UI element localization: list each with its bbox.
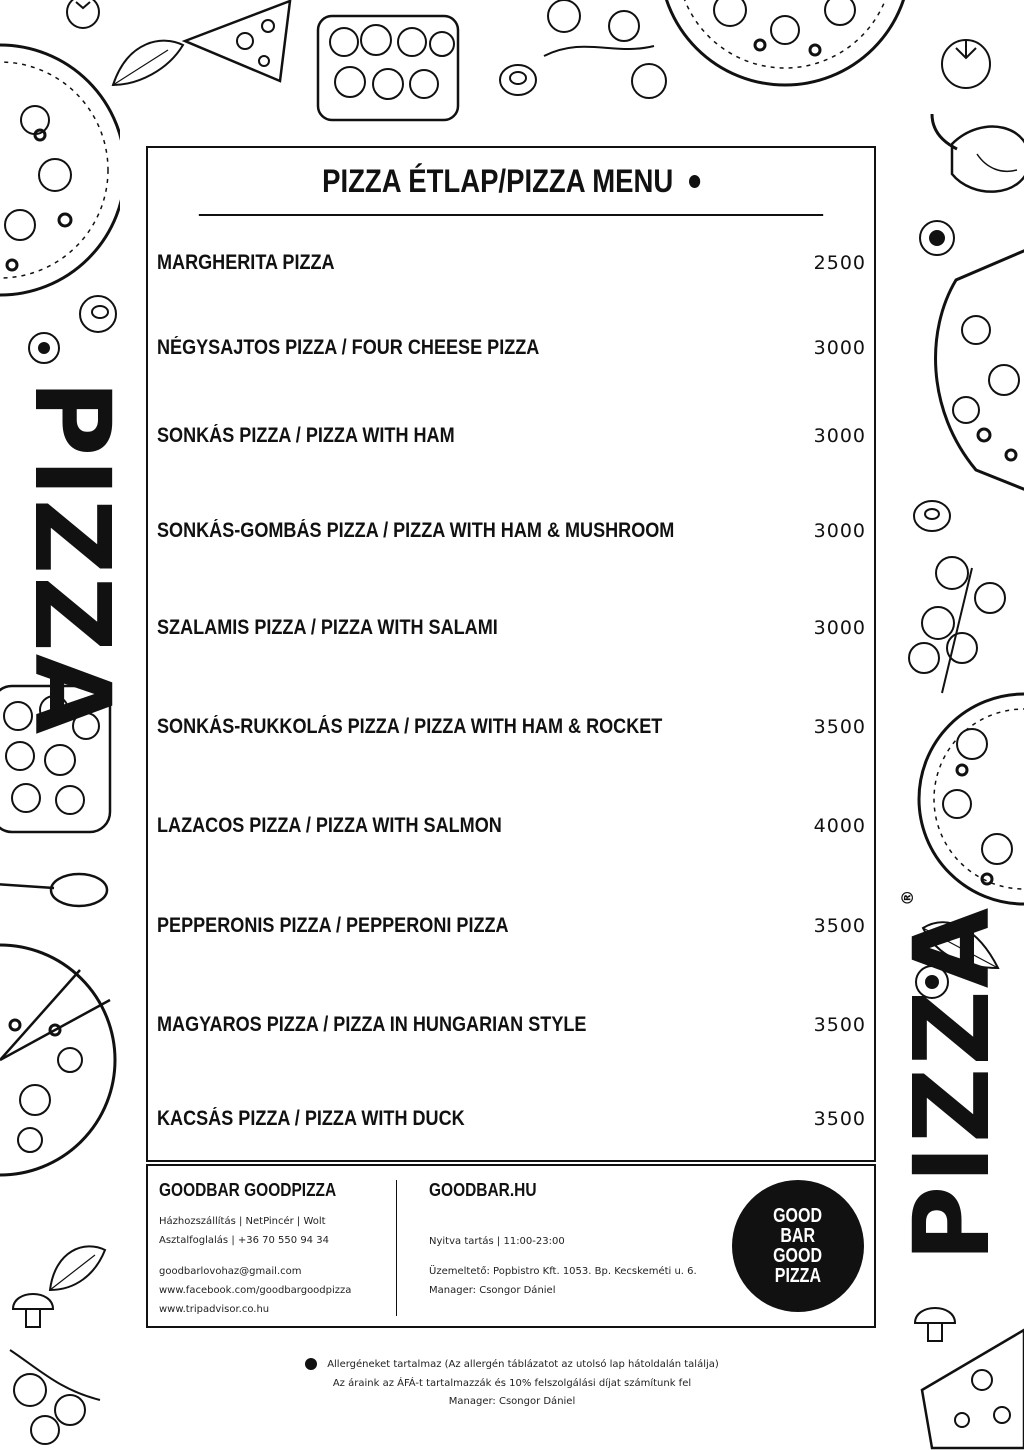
menu-item bbox=[157, 421, 866, 451]
website-title[interactable]: GOODBAR.HU bbox=[429, 1180, 537, 1200]
manager-info: Manager: Csongor Dániel bbox=[429, 1285, 556, 1296]
wooden-spoon-illustration bbox=[0, 866, 114, 916]
pizza-slice-illustration-right bbox=[916, 240, 1024, 500]
manager-note: Manager: Csongor Dániel bbox=[448, 1396, 576, 1407]
menu-item-name: PEPPERONIS PIZZA / PEPPERONI PIZZA bbox=[157, 914, 509, 937]
logo-line: BAR bbox=[780, 1225, 816, 1247]
menu-item-price: 3500 bbox=[813, 915, 866, 937]
side-title-right-text: PIZZA bbox=[891, 905, 1013, 1262]
menu-item-name: MARGHERITA PIZZA bbox=[157, 251, 335, 274]
menu-item bbox=[157, 811, 866, 841]
menu-item-name: MAGYAROS PIZZA / PIZZA IN HUNGARIAN STYLE bbox=[157, 1013, 587, 1036]
basil-leaf-illustration-top bbox=[108, 30, 188, 90]
menu-item bbox=[157, 911, 866, 941]
menu-item-price: 2500 bbox=[813, 252, 866, 274]
allergen-note-text: Allergéneket tartalmaz (Az allergén táblázatot az utolsó lap hátoldalán találja) bbox=[327, 1359, 719, 1370]
pizza-illustration-right bbox=[912, 684, 1024, 914]
menu-item-price: 3500 bbox=[813, 1108, 866, 1130]
menu-item-price: 3000 bbox=[813, 337, 866, 359]
pizza-illustration-top-center bbox=[650, 0, 920, 90]
pizza-illustration-bottom-left bbox=[0, 930, 120, 1190]
logo-line: GOOD bbox=[773, 1245, 823, 1267]
olive-illustration-left-small bbox=[26, 330, 62, 366]
menu-header bbox=[199, 148, 823, 216]
olive-illustration-right-mid bbox=[910, 496, 954, 536]
menu-item-name: SONKÁS-GOMBÁS PIZZA / PIZZA WITH HAM & MUSHROOM bbox=[157, 519, 675, 542]
menu-item bbox=[157, 333, 866, 363]
menu-item-name: SZALAMIS PIZZA / PIZZA WITH SALAMI bbox=[157, 616, 498, 639]
tripadvisor-link[interactable]: www.tripadvisor.co.hu bbox=[159, 1304, 270, 1315]
operator-info: Üzemeltető: Popbistro Kft. 1053. Bp. Kecskeméti u. 6. bbox=[429, 1266, 697, 1277]
price-note: Az áraink az ÁFÁ-t tartalmazzák és 10% felszolgálási díjat számítunk fel bbox=[332, 1378, 692, 1389]
menu-item-price: 4000 bbox=[813, 815, 866, 837]
menu-item bbox=[157, 1104, 866, 1134]
pepper-illustration bbox=[922, 104, 1024, 204]
allergen-dot-icon bbox=[305, 1358, 317, 1370]
opening-hours: Nyitva tartás | 11:00-23:00 bbox=[429, 1236, 565, 1247]
menu-item-name: SONKÁS PIZZA / PIZZA WITH HAM bbox=[157, 424, 455, 447]
menu-item bbox=[157, 1010, 866, 1040]
tomato-illustration-top-right bbox=[934, 28, 998, 92]
restaurant-name: GOODBAR GOODPIZZA bbox=[159, 1180, 337, 1200]
menu-item-price: 3000 bbox=[813, 617, 866, 639]
menu-item-price: 3000 bbox=[813, 520, 866, 542]
mushroom-bowl-illustration-top bbox=[314, 12, 462, 124]
side-title-left: PIZZA bbox=[11, 380, 133, 737]
menu-item bbox=[157, 248, 866, 278]
email-text: goodbarlovohaz@gmail.com bbox=[159, 1266, 302, 1277]
menu-item bbox=[157, 516, 866, 546]
olive-illustration-left bbox=[76, 292, 120, 336]
menu-item-price: 3000 bbox=[813, 425, 866, 447]
menu-item-price: 3500 bbox=[813, 1014, 866, 1036]
info-panel bbox=[146, 1164, 876, 1328]
menu-item-name: NÉGYSAJTOS PIZZA / FOUR CHEESE PIZZA bbox=[157, 336, 540, 359]
registered-mark: ® bbox=[898, 887, 917, 906]
menu-title: PIZZA ÉTLAP/PIZZA MENU bbox=[322, 162, 674, 199]
tomato-vine-illustration-bottom-left bbox=[0, 1330, 110, 1449]
menu-item bbox=[157, 712, 866, 742]
side-title-right bbox=[891, 887, 1013, 1262]
tomato-vine-illustration-right bbox=[902, 548, 1012, 698]
delivery-info: Házhozszállítás | NetPincér | Wolt bbox=[159, 1216, 326, 1227]
allergen-dot-icon bbox=[689, 175, 700, 188]
logo-line: PIZZA bbox=[774, 1265, 822, 1287]
goodbar-logo bbox=[732, 1180, 864, 1312]
pizza-illustration-top-left bbox=[0, 20, 120, 320]
reservation-info: Asztalfoglalás | +36 70 550 94 34 bbox=[159, 1235, 329, 1246]
facebook-link[interactable]: www.facebook.com/goodbargoodpizza bbox=[159, 1285, 352, 1296]
menu-item-name: SONKÁS-RUKKOLÁS PIZZA / PIZZA WITH HAM & ROCKET bbox=[157, 715, 663, 738]
menu-item bbox=[157, 613, 866, 643]
menu-panel bbox=[146, 146, 876, 1162]
logo-line: GOOD bbox=[773, 1205, 823, 1227]
mushroom-illustration-bottom-left bbox=[8, 1284, 58, 1334]
menu-item-name: LAZACOS PIZZA / PIZZA WITH SALMON bbox=[157, 814, 502, 837]
menu-item-name: KACSÁS PIZZA / PIZZA WITH DUCK bbox=[157, 1107, 465, 1130]
info-divider bbox=[396, 1180, 397, 1316]
cheese-slice-illustration bbox=[180, 0, 300, 86]
menu-item-price: 3500 bbox=[813, 716, 866, 738]
tomato-illustration-top bbox=[58, 0, 108, 34]
allergen-note bbox=[0, 1358, 1024, 1370]
